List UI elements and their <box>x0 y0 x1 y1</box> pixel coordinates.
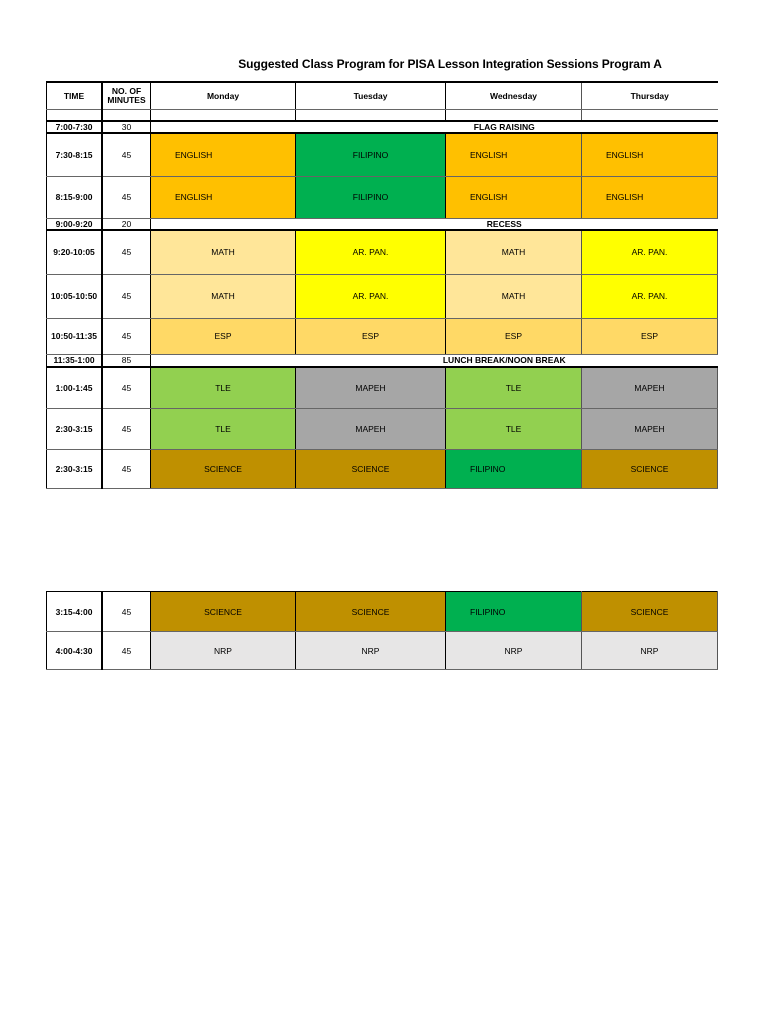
subject-cell: SCIENCE <box>582 592 718 632</box>
subject-cell: TLE <box>151 408 296 449</box>
subject-cell: TLE <box>446 408 582 449</box>
minutes-cell: 45 <box>102 632 151 670</box>
subject-cell: FILIPINO <box>296 133 446 176</box>
subject-cell: ENGLISH <box>582 133 718 176</box>
minutes-cell: 45 <box>102 318 151 354</box>
minutes-cell: 45 <box>102 408 151 449</box>
time-slot: 10:50-11:35 <box>47 318 103 354</box>
break-banner: LUNCH BREAK/NOON BREAK <box>151 354 718 367</box>
minutes-cell: 45 <box>102 133 151 176</box>
schedule-row <box>47 449 718 488</box>
minutes-cell: 45 <box>102 449 151 488</box>
subject-cell: MAPEH <box>296 367 446 408</box>
page-title: Suggested Class Program for PISA Lesson Integration Sessions Program A <box>238 57 662 71</box>
schedule-continuation-table <box>46 591 718 670</box>
banner-row <box>47 218 718 230</box>
subject-cell: FILIPINO <box>296 176 446 218</box>
schedule-row <box>47 632 718 670</box>
subject-cell: ESP <box>151 318 296 354</box>
minutes-cell: 85 <box>102 354 151 367</box>
subject-cell: SCIENCE <box>296 449 446 488</box>
time-slot: 7:30-8:15 <box>47 133 103 176</box>
minutes-cell: 30 <box>102 121 151 133</box>
subject-cell: ENGLISH <box>151 133 296 176</box>
subject-cell: SCIENCE <box>296 592 446 632</box>
minutes-cell: 45 <box>102 592 151 632</box>
header-minutes <box>102 82 151 109</box>
schedule-row <box>47 592 718 632</box>
time-slot: 1:00-1:45 <box>47 367 103 408</box>
subject-cell: NRP <box>151 632 296 670</box>
schedule-row <box>47 133 718 176</box>
subject-cell: FILIPINO <box>446 592 582 632</box>
subject-cell: NRP <box>446 632 582 670</box>
subject-cell: SCIENCE <box>582 449 718 488</box>
header-day: Monday <box>151 82 296 109</box>
minutes-cell: 20 <box>102 218 151 230</box>
schedule-row <box>47 367 718 408</box>
time-slot: 2:30-3:15 <box>47 408 103 449</box>
subject-cell: FILIPINO <box>446 449 582 488</box>
minutes-cell: 45 <box>102 230 151 274</box>
schedule-row <box>47 408 718 449</box>
subject-cell: MATH <box>151 230 296 274</box>
minutes-cell: 45 <box>102 367 151 408</box>
subject-cell: SCIENCE <box>151 449 296 488</box>
subject-cell: AR. PAN. <box>582 230 718 274</box>
subject-cell: MAPEH <box>582 367 718 408</box>
subject-cell: ESP <box>582 318 718 354</box>
time-slot: 4:00-4:30 <box>47 632 103 670</box>
time-slot: 11:35-1:00 <box>47 354 103 367</box>
subject-cell: ENGLISH <box>446 176 582 218</box>
subject-cell: MATH <box>446 230 582 274</box>
subject-cell: MATH <box>151 274 296 318</box>
banner-row <box>47 354 718 367</box>
time-slot: 7:00-7:30 <box>47 121 103 133</box>
subject-cell: AR. PAN. <box>296 230 446 274</box>
schedule-table <box>46 81 718 489</box>
header-day: Wednesday <box>446 82 582 109</box>
subject-cell: NRP <box>296 632 446 670</box>
subject-cell: MATH <box>446 274 582 318</box>
header-minutes-line2: MINUTES <box>107 94 146 105</box>
subject-cell: NRP <box>582 632 718 670</box>
header-minutes-line1: NO. OF <box>111 85 142 96</box>
header-time: TIME <box>47 82 103 109</box>
time-slot: 3:15-4:00 <box>47 592 103 632</box>
subject-cell: SCIENCE <box>151 592 296 632</box>
subject-cell: ENGLISH <box>151 176 296 218</box>
subject-cell: AR. PAN. <box>296 274 446 318</box>
subject-cell: TLE <box>151 367 296 408</box>
break-banner: RECESS <box>151 218 718 230</box>
spacer-row <box>47 109 718 121</box>
minutes-cell: 45 <box>102 176 151 218</box>
banner-row <box>47 121 718 133</box>
time-slot: 9:00-9:20 <box>47 218 103 230</box>
minutes-cell: 45 <box>102 274 151 318</box>
subject-cell: ESP <box>446 318 582 354</box>
time-slot: 2:30-3:15 <box>47 449 103 488</box>
schedule-row <box>47 176 718 218</box>
break-banner: FLAG RAISING <box>151 121 718 133</box>
subject-cell: ENGLISH <box>582 176 718 218</box>
header-day: Tuesday <box>296 82 446 109</box>
header-row <box>47 82 718 109</box>
header-day: Thursday <box>582 82 718 109</box>
time-slot: 9:20-10:05 <box>47 230 103 274</box>
schedule-row <box>47 318 718 354</box>
subject-cell: ENGLISH <box>446 133 582 176</box>
subject-cell: TLE <box>446 367 582 408</box>
time-slot: 8:15-9:00 <box>47 176 103 218</box>
subject-cell: AR. PAN. <box>582 274 718 318</box>
schedule-row <box>47 230 718 274</box>
schedule-row <box>47 274 718 318</box>
subject-cell: ESP <box>296 318 446 354</box>
subject-cell: MAPEH <box>296 408 446 449</box>
time-slot: 10:05-10:50 <box>47 274 103 318</box>
subject-cell: MAPEH <box>582 408 718 449</box>
